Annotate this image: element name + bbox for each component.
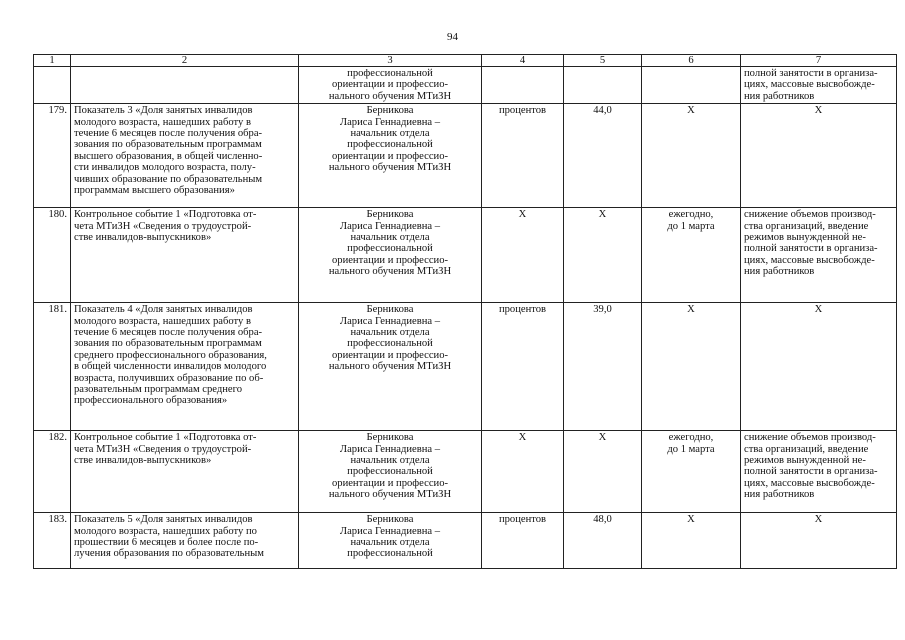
cell-line: профессиональной — [347, 548, 433, 560]
target-value: 48,0 — [564, 513, 642, 569]
cell-line: профессиональной — [347, 466, 433, 478]
column-number: 7 — [741, 55, 897, 67]
cell-line: Показатель 4 «Доля занятых инвалидов — [74, 304, 253, 316]
column-number: 1 — [34, 55, 71, 67]
cell-line: Х — [687, 514, 695, 526]
measure-description — [71, 303, 299, 431]
row-number: 179. — [34, 104, 71, 208]
row-number — [34, 67, 71, 104]
target-value: Х — [564, 208, 642, 303]
cell-line: снижение объемов производ- — [744, 432, 876, 444]
cell-line: Показатель 3 «Доля занятых инвалидов — [74, 105, 253, 117]
target-value: 39,0 — [564, 303, 642, 431]
cell-line: Берникова — [366, 514, 414, 526]
deadline — [642, 67, 741, 104]
risk-description — [741, 67, 897, 104]
column-number: 5 — [564, 55, 642, 67]
cell-line: лучения образования по образовательным — [74, 548, 264, 560]
measure-description — [71, 104, 299, 208]
unit-of-measure: процентов — [482, 513, 564, 569]
cell-line: режимов вынужденной не- — [744, 455, 866, 467]
cell-line: молодого возраста, нашедших работу в — [74, 315, 251, 327]
cell-line: циях, массовые высвобожде- — [744, 477, 875, 489]
cell-line: до 1 марта — [667, 220, 715, 232]
cell-line: ства организаций, введение — [744, 443, 869, 455]
cell-line: чета МТиЗН «Сведения о трудоустрой- — [74, 443, 252, 455]
cell-line: полной занятости в организа- — [744, 68, 878, 79]
table-row — [34, 303, 897, 431]
cell-line: чета МТиЗН «Сведения о трудоустрой- — [74, 220, 252, 232]
cell-line: профессиональной — [347, 338, 433, 350]
cell-line: ежегодно, — [668, 209, 714, 221]
unit-of-measure: Х — [482, 208, 564, 303]
cell-line: Берникова — [366, 105, 414, 117]
cell-line: нального обучения МТиЗН — [328, 361, 452, 373]
unit-of-measure: процентов — [482, 303, 564, 431]
unit-of-measure: Х — [482, 431, 564, 513]
cell-line: нального обучения МТиЗН — [328, 90, 452, 102]
cell-line: программам высшего образования» — [74, 185, 235, 197]
responsible-person — [299, 67, 482, 104]
measure-description — [71, 208, 299, 303]
cell-line: начальник отдела — [350, 537, 430, 549]
target-value: Х — [564, 431, 642, 513]
cell-line: профессиональной — [347, 243, 433, 255]
cell-line: Показатель 5 «Доля занятых инвалидов — [74, 514, 253, 526]
cell-line: прошествии 6 месяцев и более после по- — [74, 537, 259, 549]
table-row — [34, 513, 897, 569]
cell-line: нального обучения МТиЗН — [328, 266, 452, 278]
cell-line: зования по образовательным программам — [74, 139, 262, 151]
column-number: 4 — [482, 55, 564, 67]
cell-line: ориентации и профессио- — [331, 150, 449, 162]
cell-line: Берникова — [366, 304, 414, 316]
cell-line: ния работников — [744, 266, 815, 278]
cell-line: Берникова — [366, 432, 414, 444]
deadline — [642, 431, 741, 513]
row-number: 180. — [34, 208, 71, 303]
cell-line: ориентации и профессио- — [331, 477, 449, 489]
responsible-person — [299, 208, 482, 303]
risk-description — [741, 303, 897, 431]
risk-description — [741, 431, 897, 513]
cell-line: профессионального образования» — [74, 395, 228, 407]
cell-line: стве инвалидов-выпускников» — [74, 232, 212, 244]
responsible-person — [299, 104, 482, 208]
page-number: 94 — [447, 31, 458, 43]
cell-line: Контрольное событие 1 «Подготовка от- — [74, 432, 257, 444]
cell-line: в общей численности инвалидов молодого — [74, 361, 267, 373]
cell-line: Берникова — [366, 209, 414, 221]
target-value — [564, 67, 642, 104]
cell-line: ния работников — [744, 489, 815, 501]
cell-line: Х — [687, 105, 695, 117]
cell-line: Лариса Геннадиевна – — [339, 525, 441, 537]
risk-description — [741, 208, 897, 303]
target-value: 44,0 — [564, 104, 642, 208]
cell-line: режимов вынужденной не- — [744, 232, 866, 244]
responsible-person — [299, 431, 482, 513]
cell-line: ния работников — [744, 90, 815, 102]
cell-line: Лариса Геннадиевна – — [339, 315, 441, 327]
column-number: 2 — [71, 55, 299, 67]
plan-table — [33, 54, 897, 569]
cell-line: нального обучения МТиЗН — [328, 162, 452, 174]
cell-line: начальник отдела — [350, 128, 430, 140]
cell-line: стве инвалидов-выпускников» — [74, 455, 212, 467]
cell-line: возраста, получивших образование по об- — [74, 372, 264, 384]
cell-line: ориентации и профессио- — [331, 254, 449, 266]
cell-line: Контрольное событие 1 «Подготовка от- — [74, 209, 257, 221]
risk-description — [741, 513, 897, 569]
responsible-person — [299, 303, 482, 431]
cell-line: Х — [687, 304, 695, 316]
cell-line: профессиональной — [347, 139, 433, 151]
cell-line: до 1 марта — [667, 443, 715, 455]
column-number-row — [34, 55, 897, 67]
cell-line: ориентации и профессио- — [331, 349, 449, 361]
cell-line: Х — [814, 105, 823, 117]
measure-description — [71, 513, 299, 569]
cell-line: Х — [814, 514, 823, 526]
cell-line: начальник отдела — [350, 232, 430, 244]
table-row — [34, 67, 897, 104]
unit-of-measure — [482, 67, 564, 104]
cell-line: ориентации и профессио- — [331, 79, 449, 91]
cell-line: сти инвалидов молодого возраста, полу- — [74, 162, 256, 174]
column-number: 3 — [299, 55, 482, 67]
measure-description — [71, 67, 299, 104]
cell-line: начальник отдела — [350, 455, 430, 467]
cell-line: снижение объемов производ- — [744, 209, 876, 221]
table-row — [34, 431, 897, 513]
table-row — [34, 208, 897, 303]
cell-line: циях, массовые высвобожде- — [744, 79, 875, 91]
cell-line: чивших образование по образовательным — [74, 173, 263, 185]
cell-line: Х — [814, 304, 823, 316]
cell-line: Лариса Геннадиевна – — [339, 116, 441, 128]
cell-line: течение 6 месяцев после получения обра- — [74, 327, 263, 339]
cell-line: начальник отдела — [350, 327, 430, 339]
cell-line: Лариса Геннадиевна – — [339, 443, 441, 455]
cell-line: течение 6 месяцев после получения обра- — [74, 128, 263, 140]
cell-line: молодого возраста, нашедших работу по — [74, 525, 257, 537]
deadline — [642, 208, 741, 303]
risk-description — [741, 104, 897, 208]
cell-line: молодого возраста, нашедших работу в — [74, 116, 251, 128]
cell-line: нального обучения МТиЗН — [328, 489, 452, 501]
cell-line: ства организаций, введение — [744, 220, 869, 232]
cell-line: разовательным программам среднего — [74, 384, 242, 396]
cell-line: профессиональной — [347, 68, 433, 79]
row-number: 183. — [34, 513, 71, 569]
unit-of-measure: процентов — [482, 104, 564, 208]
cell-line: полной занятости в организа- — [744, 466, 878, 478]
cell-line: среднего профессионального образования, — [74, 349, 267, 361]
cell-line: циях, массовые высвобожде- — [744, 254, 875, 266]
cell-line: Лариса Геннадиевна – — [339, 220, 441, 232]
deadline — [642, 513, 741, 569]
measure-description — [71, 431, 299, 513]
row-number: 182. — [34, 431, 71, 513]
cell-line: полной занятости в организа- — [744, 243, 878, 255]
cell-line: высшего образования, в общей численно- — [74, 150, 263, 162]
table-row — [34, 104, 897, 208]
row-number: 181. — [34, 303, 71, 431]
cell-line: ежегодно, — [668, 432, 714, 444]
deadline — [642, 104, 741, 208]
responsible-person — [299, 513, 482, 569]
column-number: 6 — [642, 55, 741, 67]
deadline — [642, 303, 741, 431]
cell-line: зования по образовательным программам — [74, 338, 262, 350]
